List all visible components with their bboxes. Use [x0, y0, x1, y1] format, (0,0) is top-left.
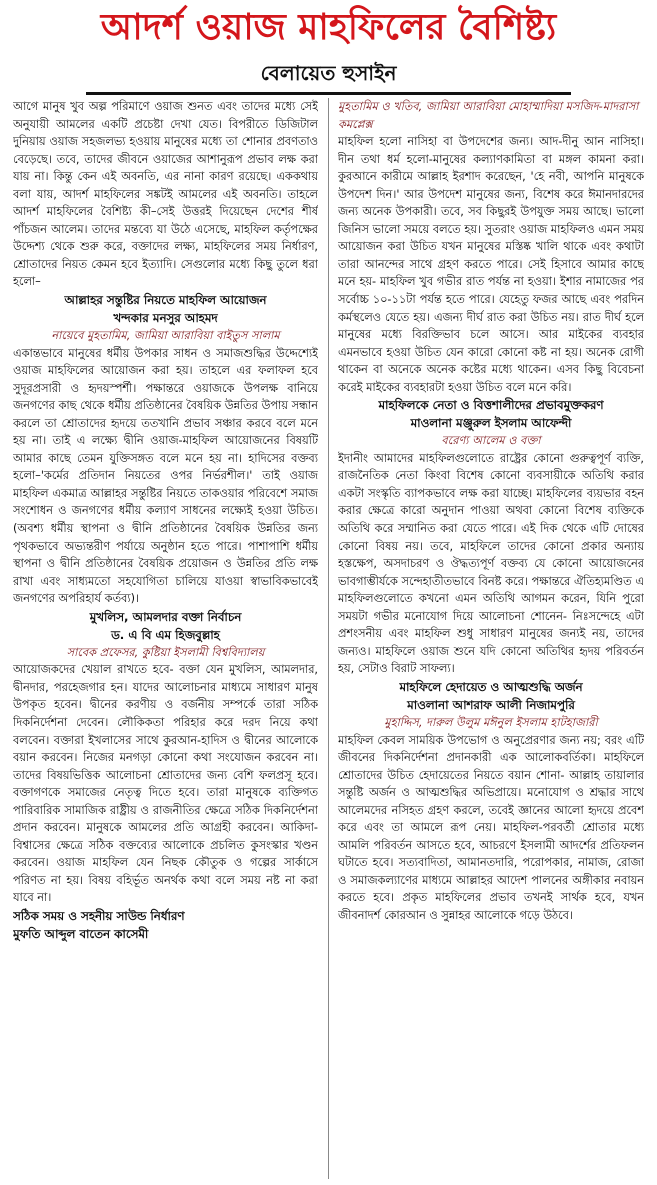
byline-rule [86, 92, 571, 95]
article-byline: বেলায়েত হুসাইন [260, 61, 397, 85]
section-3-title: সঠিক সময় ও সহনীয় সাউন্ড নির্ধারণ [13, 908, 185, 923]
section-1-body: একান্তভাবে মানুষের ধর্মীয় উপকার সাধন ও সমাজশুদ্ধির উদ্দেশ্যেই ওয়াজ মাহফিলের আয়োজন করা হয়। তাহলে এর ফলাফল হবে সুদূরপ্রসারী ও হৃদয়স্পর্শী। পক্ষান্তরে ওয়াজকে উপলক্ষ বানিয়ে জনগণের কাছ থেকে ধর্মীয় প্রতিষ্ঠানের বৈষয়িক উন্নতির উপায় সন্ধান করলে তা শ্রোতাদের হৃদয়ে ততখানি প্রভাব সঞ্চার করবে বলে মনে হয় না। তাই এ লক্ষ্যে দ্বীনি ওয়াজ-মাহফিল আয়োজনের বিষয়টি আমার কাছে তেমন যুক্তিসঙ্গত বলে মনে হয় না। হাদিসের বক্তব্য হলো–'কর্মের প্রতিদান নিয়তের ওপর নির্ভরশীল।' তাই ওয়াজ মাহফিল একমাত্র আল্লাহর সন্তুষ্টির নিয়তে তাকওয়ার পরিবেশে সমাজ সংশোধন ও জনগণের ধর্মীয় কল্যাণ সাধনের লক্ষ্যেই হওয়া উচিত। (অবশ্য ধর্মীয় স্থাপনা ও দ্বীনি প্রতিষ্ঠানের বৈষয়িক উন্নতির জন্য পৃথকভাবে অভ্যন্তরীণ পর্যায়ে অনুষ্ঠান হতে পারে। পাশাপাশি ধর্মীয় স্থাপনা ও দ্বীনি প্রতিষ্ঠানের বৈষয়িক প্রয়োজন ও উন্নতির প্রতি লক্ষ রাখা এবং সাধ্যমতো সহযোগিতা চালিয়ে যাওয়া স্বাভাবিকভাবেই জনগণের অপরিহার্য কর্তব্য)। [13, 346, 318, 606]
section-1-role: নায়েবে মুহতামিম, জামিয়া আরাবিয়া বাইতুস সালাম [51, 329, 280, 343]
section-5-title: মাহফিলে হেদায়েত ও আত্মশুদ্ধি অর্জন [399, 679, 583, 694]
section-4-role: বরেণ্য আলেম ও বক্তা [441, 434, 541, 448]
right-column [338, 98, 644, 1179]
section-2-title: মুখলিস, আমলদার বক্তা নির্বাচন [89, 609, 242, 624]
section-5-role: মুহাদ্দিস, দারুল উলুম মঈনুল ইসলাম হাটহাজারী [384, 715, 598, 729]
section-3-body: মাহফিল হলো নাসিহা বা উপদেশের জন্য। আদ-দীনু আন নাসিহা। দীন তথা ধর্ম হলো-মানুষের কল্যাণকামিতা বা মঙ্গল কামনা করা। কুরআনে কারীমে আল্লাহ ইরশাদ করেছেন, 'হে নবী, আপনি মানুষকে উপদেশ দিন।' আর উপদেশ মানুষের জন্য, বিশেষ করে ঈমানদারদের জন্য অনেক উপকারী। তবে, সব কিছুরই উপযুক্ত সময় আছে। ভালো জিনিস ভালো সময়ে বলতে হয়। সুতরাং ওয়াজ মাহফিলও এমন সময় আয়োজন করা উচিত যখন মানুষের মস্তিষ্ক খালি থাকে এবং কথাটা তারা আনন্দের সাথে গ্রহণ করতে পারে। সেই হিসাবে আমার কাছে মনে হয়- মাহফিল খুব গভীর রাত পর্যন্ত না হওয়া। ইশার নামাজের পর সর্বোচ্চ ১০-১১টা পর্যন্ত হতে পারে। যেহেতু ফজর আছে এবং পরদিন কর্মস্থলেও যেতে হয়। এজন্য দীর্ঘ রাত করা উচিত নয়। রাত দীর্ঘ হলে মানুষের মধ্যে বিরক্তিভাব চলে আসে। আর মাইকের ব্যবহার এমনভাবে হওয়া উচিত যেন কারো কোনো কষ্ট না হয়। অনেক রোগী থাকেন বা অনেকে অনেক কষ্টের মধ্যে থাকেন। এসব কিছু বিবেচনা করেই মাইকের ব্যবহারটা হওয়া উচিত বলে মনে করি। [338, 135, 644, 394]
section-2-author: ড. এ বি এম হিজবুল্লাহ [111, 627, 220, 642]
section-5-author: মাওলানা আশরাফ আলী নিজামপুরি [407, 697, 575, 712]
section-4-body: ইদানীং আমাদের মাহফিলগুলোতে রাষ্ট্রের কোনো গুরুত্বপূর্ণ ব্যক্তি, রাজনৈতিক নেতা কিংবা বিশেষ কোনো ব্যবসায়ীকে অতিথি করার একটা সংস্কৃতি ব্যাপকভাবে লক্ষ করা যাচ্ছে। মাহফিলের ব্যয়ভার বহন করার ক্ষেত্রে কারো অনুদান পাওয়া অথবা কোনো বিশেষ ব্যক্তিকে অতিথি করে সম্মানিত করা যেতে পারে। এই দিক থেকে এটি দোষের কোনো বিষয় নয়। তবে, মাহফিলে তাদের কোনো প্রকার অন্যায় হস্তক্ষেপ, অসদাচরণ ও ঔদ্ধত্যপূর্ণ বক্তব্য যে কোনো আয়োজনের ভাবগাম্ভীর্যকে সন্দেহাতীতভাবে বিনষ্ট করে। পক্ষান্তরে ঐতিহ্যমণ্ডিত এ মাহফিলগুলোতে কখনো এমন অতিথি আগমন করেন, যিনি পুরো সময়টা গভীর মনোযোগ দিয়ে আলোচনা শোনেন- নিঃসন্দেহে এটা প্রশংসনীয় এবং মাহফিল শুধু সাধারণ মানুষের জন্যই নয়, তাদের জন্যও। মাহফিলে ওয়াজ শুনে যদি কোনো অতিথির হৃদয় পরিবর্তন হয়, সেটাও বিরাট সাফল্য। [338, 451, 644, 676]
article-headline: আদর্শ ওয়াজ মাহফিলের বৈশিষ্ট্য [100, 6, 557, 48]
section-1-title: আল্লাহর সন্তুষ্টির নিয়তে মাহফিল আয়োজন [64, 293, 267, 308]
section-4-author: মাওলানা মঞ্জুরুল ইসলাম আফেন্দী [410, 416, 572, 431]
section-3-role: মুহতামিম ও খতিব, জামিয়া আরাবিয়া মোহাম্মাদিয়া মসজিদ-মাদরাসা কমপ্লেক্স [338, 100, 639, 131]
section-3-author: মুফতি আব্দুল বাতেন কাসেমী [13, 926, 149, 941]
section-5-body: মাহফিল কেবল সাময়িক উপভোগ ও অনুপ্রেরণার জন্য নয়; বরং এটি জীবনের দিকনির্দেশনা প্রদানকারী এক আলোকবর্তিকা। মাহফিলে শ্রোতাদের উচিত হেদায়েতের নিয়তে বয়ান শোনা- আল্লাহ তায়ালার সন্তুষ্টি অর্জন ও আত্মশুদ্ধির অভিপ্রায়ে। মনোযোগ ও শ্রদ্ধার সাথে আলেমদের নসিহত গ্রহণ করলে, তবেই জ্ঞানের আলো হৃদয়ে প্রবেশ করে এবং তা আমলে রূপ নেয়। মাহফিল-পরবর্তী শ্রোতার মধ্যে আমলি পরিবর্তন আসতে হবে, আচরণে ইসলামী আদর্শের প্রতিফলন ঘটাতে হবে। সত্যবাদিতা, আমানতদারি, পরোপকার, নামাজ, রোজা ও সমাজকল্যাণের মাধ্যমে আল্লাহর আদেশ পালনের অঙ্গীকার নবায়ন করতে হবে। প্রকৃত মাহফিলের প্রভাব তখনই সার্থক হবে, যখন জীবনাদর্শ কোরআন ও সুন্নাহর আলোকে গড়ে উঠবে। [338, 733, 644, 922]
section-4-title: মাহফিলকে নেতা ও বিত্তশালীদের প্রভাবমুক্তকরণ [378, 398, 604, 413]
section-2-role: সাবেক প্রফেসর, কুষ্টিয়া ইসলামী বিশ্ববিদ্যালয় [66, 645, 265, 659]
intro-paragraph: আগে মানুষ খুব অল্প পরিমাণে ওয়াজ শুনত এবং তাদের মধ্যে সেই অনুযায়ী আমলের একটি প্রচেষ্টা দেখা যেত। বিপরীতে ডিজিটাল দুনিয়ায় ওয়াজ সহজলভ্য হওয়ায় মানুষের মধ্যে তা শোনার প্রবণতাও বেড়েছে। তবে, তাদের জীবনে ওয়াজের আশানুরূপ প্রভাব লক্ষ করা যায় না। কিন্তু কেন এই অবনতি, এর নানা কারণ রয়েছে। এককথায় বলা যায়, আদর্শ মাহফিলের সঙ্কটই আমলের এই অবনতি। তাহলে আদর্শ মাহফিলের বৈশিষ্ট্য কী–সেই উত্তরই দিয়েছেন দেশের শীর্ষ পাঁচজন আলেম। তাদের মন্তব্যে যা উঠে এসেছে, মাহফিল কর্তৃপক্ষের উদ্দেশ্য থেকে শুরু করে, বক্তাদের লক্ষ্য, মাহফিলের সময় নির্ধারণ, শ্রোতাদের নিয়ত কেমন হবে ইত্যাদি। সেগুলোর মধ্যে কিছু তুলে ধরা হলো– [13, 100, 318, 289]
section-1-author: খন্দকার মনসুর আহমদ [113, 311, 218, 326]
column-divider [328, 98, 329, 1179]
section-2-body: আয়োজকদের খেয়াল রাখতে হবে- বক্তা যেন মুখলিস, আমলদার, দ্বীনদার, পরহেজগার হন। যাদের আলোচনার মাধ্যমে সাধারণ মানুষ উপকৃত হবেন। দ্বীনের করণীয় ও বর্জনীয় সম্পর্কে তারা সঠিক দিকনির্দেশনা দেবেন। লৌকিকতা পরিহার করে দরদ নিয়ে কথা বলবেন। বক্তারা ইখলাসের সাথে কুরআন-হাদিস ও দ্বীনের আলোকে বয়ান করবেন। নিজের মনগড়া কোনো কথা সংযোজন করবেন না। তাদের বিষয়ভিত্তিক আলোচনা শ্রোতাদের জন্য বেশি ফলপ্রসূ হবে। বক্তাগণকে সমাজের নেতৃত্ব দিতে হবে। তারা মানুষকে ব্যক্তিগত পারিবারিক সামাজিক রাষ্ট্রীয় ও রাজনীতির ক্ষেত্রে সঠিক দিকনির্দেশনা প্রদান করবেন। মানুষকে আমলের প্রতি আগ্রহী করবেন। আকিদা-বিশ্বাসের ক্ষেত্রে সঠিক বক্তব্যের আলোকে প্রচলিত কুসংস্কার খণ্ডন করবেন। ওয়াজ মাহফিল যেন নিছক কৌতুক ও গল্পের সার্কাসে পরিণত না হয়। বিষয় বহির্ভূত অনর্থক কথা বলে সময় নষ্ট না করা যাবে না। [13, 663, 318, 905]
left-column [13, 98, 318, 1179]
